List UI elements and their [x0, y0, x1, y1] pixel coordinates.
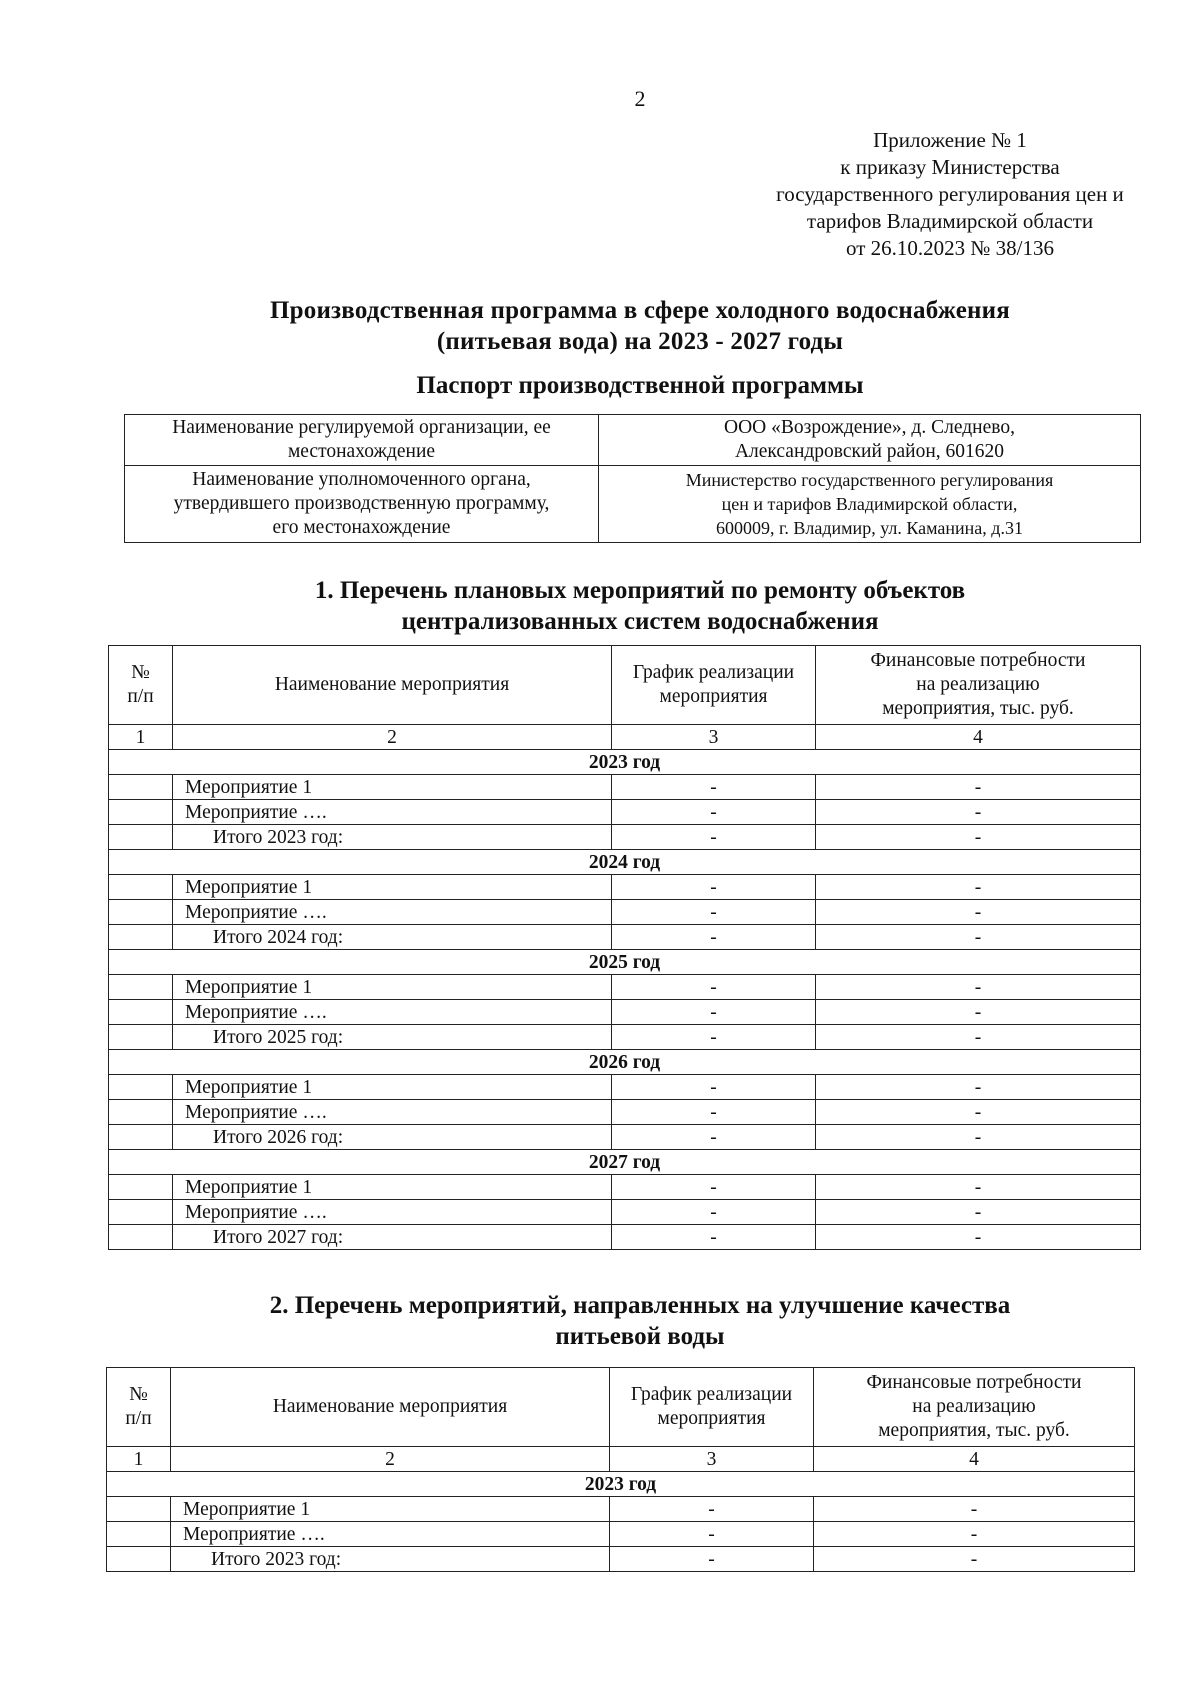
table-row: [109, 800, 1141, 825]
table-row: [109, 875, 1141, 900]
schedule-cell: -: [612, 825, 816, 850]
schedule-cell: -: [612, 1225, 816, 1250]
cell-line: на реализацию: [916, 674, 1040, 695]
column-number-cell: 3: [612, 725, 816, 750]
column-number-row: [109, 725, 1141, 750]
year-heading-cell: 2027 год: [109, 1150, 1141, 1175]
empty-number-cell: [109, 775, 173, 800]
empty-number-cell: [109, 800, 173, 825]
measure-name-cell: Мероприятие ….: [173, 1000, 612, 1025]
schedule-cell: -: [612, 775, 816, 800]
finance-cell: -: [816, 1000, 1141, 1025]
empty-number-cell: [107, 1497, 171, 1522]
column-number-cell: 1: [109, 725, 173, 750]
finance-cell: -: [816, 1175, 1141, 1200]
empty-number-cell: [109, 875, 173, 900]
finance-cell: -: [816, 900, 1141, 925]
column-number-cell: 4: [814, 1447, 1135, 1472]
cell-line: на реализацию: [912, 1396, 1036, 1417]
year-row: [109, 750, 1141, 775]
finance-cell: -: [816, 775, 1141, 800]
measure-name-cell: Мероприятие ….: [171, 1522, 610, 1547]
column-number-cell: 4: [816, 725, 1141, 750]
empty-number-cell: [109, 1075, 173, 1100]
empty-number-cell: [109, 900, 173, 925]
total-row: [109, 925, 1141, 950]
column-number-row: [107, 1447, 1135, 1472]
passport-table: [124, 414, 1141, 543]
column-number-cell: 1: [107, 1447, 171, 1472]
year-heading-cell: 2023 год: [109, 750, 1141, 775]
cell-line: Министерство государственного регулирования: [685, 470, 1054, 490]
document-title: [0, 295, 1200, 357]
passport-heading: Паспорт производственной программы: [416, 372, 864, 399]
header-row: [109, 646, 1141, 725]
finance-cell: -: [816, 1100, 1141, 1125]
table-row: [107, 1522, 1135, 1547]
column-number-cell: 2: [171, 1447, 610, 1472]
heading-line: 1. Перечень плановых мероприятий по ремонту объектов: [314, 577, 966, 604]
table-row: [109, 900, 1141, 925]
measure-name-cell: Мероприятие 1: [173, 775, 612, 800]
year-row: [109, 950, 1141, 975]
title-line: Производственная программа в сфере холодного водоснабжения: [270, 297, 1010, 324]
empty-number-cell: [109, 1225, 173, 1250]
year-row: [109, 1050, 1141, 1075]
schedule-cell: -: [612, 1200, 816, 1225]
measure-name-cell: Мероприятие 1: [173, 875, 612, 900]
total-label-cell: Итого 2023 год:: [171, 1547, 610, 1572]
measure-name-cell: Мероприятие ….: [173, 1100, 612, 1125]
column-header-finance: [814, 1368, 1135, 1447]
cell-line: График реализации: [630, 1384, 793, 1405]
measure-name-cell: Мероприятие 1: [173, 1175, 612, 1200]
title-line: (питьевая вода) на 2023 - 2027 годы: [436, 328, 844, 355]
schedule-cell: -: [612, 1125, 816, 1150]
cell-line: мероприятия, тыс. руб.: [882, 698, 1074, 719]
measure-name-cell: Мероприятие ….: [173, 800, 612, 825]
measure-name-cell: Мероприятие 1: [171, 1497, 610, 1522]
table-row: [125, 415, 1141, 466]
year-row: [109, 1150, 1141, 1175]
year-heading-cell: 2024 год: [109, 850, 1141, 875]
total-row: [109, 1125, 1141, 1150]
schedule-cell: -: [612, 975, 816, 1000]
finance-cell: -: [816, 1200, 1141, 1225]
cell-line: Финансовые потребности: [870, 650, 1086, 671]
total-row: [109, 825, 1141, 850]
column-header-name: Наименование мероприятия: [173, 646, 612, 725]
schedule-cell: -: [612, 1025, 816, 1050]
cell-line: №: [129, 1384, 148, 1405]
table-row: [109, 1000, 1141, 1025]
schedule-cell: -: [610, 1497, 814, 1522]
passport-value-cell: [599, 466, 1141, 543]
cell-line: мероприятия: [659, 686, 768, 707]
heading-line: питьевой воды: [555, 1323, 725, 1350]
year-heading-cell: 2026 год: [109, 1050, 1141, 1075]
empty-number-cell: [109, 1200, 173, 1225]
total-row: [109, 1225, 1141, 1250]
empty-number-cell: [109, 1000, 173, 1025]
column-header-schedule: [612, 646, 816, 725]
column-header-schedule: [610, 1368, 814, 1447]
cell-line: п/п: [127, 686, 154, 707]
column-number-cell: 3: [610, 1447, 814, 1472]
total-label-cell: Итого 2025 год:: [173, 1025, 612, 1050]
table-row: [109, 1175, 1141, 1200]
table-row: [125, 466, 1141, 543]
empty-number-cell: [107, 1522, 171, 1547]
measure-name-cell: Мероприятие ….: [173, 1200, 612, 1225]
year-heading-cell: 2023 год: [107, 1472, 1135, 1497]
empty-number-cell: [109, 1175, 173, 1200]
table-row: [107, 1497, 1135, 1522]
passport-label-cell: [125, 466, 599, 543]
column-header-number: [107, 1368, 171, 1447]
cell-line: мероприятия, тыс. руб.: [878, 1420, 1070, 1441]
column-number-cell: 2: [173, 725, 612, 750]
measure-name-cell: Мероприятие 1: [173, 1075, 612, 1100]
passport-label-cell: [125, 415, 599, 466]
empty-number-cell: [109, 1100, 173, 1125]
schedule-cell: -: [612, 1100, 816, 1125]
appendix-block: [700, 127, 1200, 262]
cell-line: Наименование уполномоченного органа,: [192, 469, 531, 490]
empty-number-cell: [109, 1025, 173, 1050]
finance-cell: -: [816, 925, 1141, 950]
finance-cell: -: [814, 1547, 1135, 1572]
heading-line: централизованных систем водоснабжения: [401, 608, 879, 635]
table-row: [109, 775, 1141, 800]
cell-line: Наименование регулируемой организации, ее: [172, 417, 551, 438]
year-row: [109, 850, 1141, 875]
table-row: [109, 975, 1141, 1000]
schedule-cell: -: [612, 925, 816, 950]
passport-value-cell: [599, 415, 1141, 466]
finance-cell: -: [816, 825, 1141, 850]
table-row: [109, 1100, 1141, 1125]
appendix-line: от 26.10.2023 № 38/136: [845, 236, 1055, 260]
total-label-cell: Итого 2026 год:: [173, 1125, 612, 1150]
appendix-line: государственного регулирования цен и: [776, 182, 1124, 206]
year-row: [107, 1472, 1135, 1497]
header-row: [107, 1368, 1135, 1447]
column-header-finance: [816, 646, 1141, 725]
measure-name-cell: Мероприятие 1: [173, 975, 612, 1000]
schedule-cell: -: [612, 800, 816, 825]
cell-line: №: [131, 662, 150, 683]
finance-cell: -: [816, 1075, 1141, 1100]
cell-line: утвердившего производственную программу,: [173, 493, 550, 514]
finance-cell: -: [816, 800, 1141, 825]
section1-table: [108, 645, 1141, 1250]
column-header-number: [109, 646, 173, 725]
appendix-line: Приложение № 1: [873, 128, 1027, 152]
cell-line: График реализации: [632, 662, 795, 683]
total-row: [109, 1025, 1141, 1050]
cell-line: 600009, г. Владимир, ул. Каманина, д.31: [716, 518, 1023, 538]
finance-cell: -: [814, 1522, 1135, 1547]
cell-line: ООО «Возрождение», д. Следнево,: [724, 417, 1015, 438]
appendix-line: тарифов Владимирской области: [806, 209, 1094, 233]
year-heading-cell: 2025 год: [109, 950, 1141, 975]
finance-cell: -: [816, 1225, 1141, 1250]
empty-number-cell: [107, 1547, 171, 1572]
schedule-cell: -: [612, 875, 816, 900]
cell-line: п/п: [125, 1408, 152, 1429]
total-label-cell: Итого 2024 год:: [173, 925, 612, 950]
cell-line: его местонахождение: [272, 517, 451, 538]
finance-cell: -: [816, 1025, 1141, 1050]
section1-heading: [0, 575, 1200, 637]
schedule-cell: -: [612, 1175, 816, 1200]
cell-line: местонахождение: [287, 441, 436, 462]
cell-line: Финансовые потребности: [866, 1372, 1082, 1393]
column-header-name: Наименование мероприятия: [171, 1368, 610, 1447]
schedule-cell: -: [612, 900, 816, 925]
cell-line: Александровский район, 601620: [734, 441, 1005, 462]
empty-number-cell: [109, 925, 173, 950]
appendix-line: к приказу Министерства: [840, 155, 1060, 179]
schedule-cell: -: [610, 1547, 814, 1572]
heading-line: 2. Перечень мероприятий, направленных на улучшение качества: [269, 1292, 1011, 1319]
section2-table: [106, 1367, 1135, 1572]
cell-line: цен и тарифов Владимирской области,: [721, 494, 1018, 514]
total-label-cell: Итого 2027 год:: [173, 1225, 612, 1250]
measure-name-cell: Мероприятие ….: [173, 900, 612, 925]
total-label-cell: Итого 2023 год:: [173, 825, 612, 850]
table-row: [109, 1200, 1141, 1225]
finance-cell: -: [814, 1497, 1135, 1522]
schedule-cell: -: [612, 1075, 816, 1100]
table-row: [109, 1075, 1141, 1100]
empty-number-cell: [109, 825, 173, 850]
empty-number-cell: [109, 975, 173, 1000]
schedule-cell: -: [612, 1000, 816, 1025]
finance-cell: -: [816, 875, 1141, 900]
finance-cell: -: [816, 1125, 1141, 1150]
cell-line: мероприятия: [657, 1408, 766, 1429]
section2-heading: [0, 1290, 1200, 1352]
empty-number-cell: [109, 1125, 173, 1150]
page-number: 2: [634, 86, 646, 111]
finance-cell: -: [816, 975, 1141, 1000]
schedule-cell: -: [610, 1522, 814, 1547]
total-row: [107, 1547, 1135, 1572]
